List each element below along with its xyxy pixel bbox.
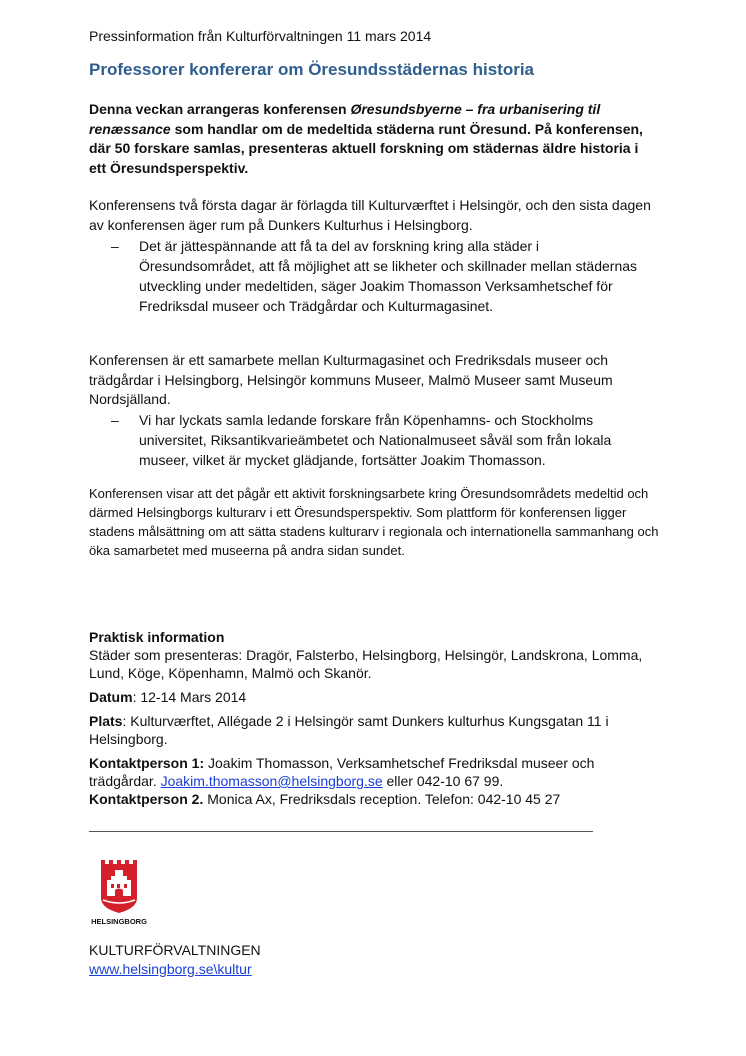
divider xyxy=(89,831,593,832)
place-value: : Kulturværftet, Allégade 2 i Helsingör samt Dunkers kulturhus Kungsgatan 11 i Helsingborg. xyxy=(89,713,609,747)
contact-2-label: Kontaktperson 2. xyxy=(89,791,204,807)
quote-text: Det är jättespännande att få ta del av forskning kring alla städer i Öresundsområdet, att få möjlighet att se likheter och skillnader mellan städernas utveckling under medeltiden, säger Joakim Thomasson Verksamhetschef för Fredriksdal museer och Trädgårdar och Kulturmagasinet. xyxy=(139,238,638,314)
practical-heading: Praktisk information xyxy=(89,629,225,645)
footer xyxy=(89,941,261,979)
contact-1-row xyxy=(89,754,659,790)
paragraph-2: Konferensen är ett samarbete mellan Kulturmagasinet och Fredriksdals museer och trädgårdar i Helsingborg, Helsingör kommuns Museer, Malmö Museer samt Museum Nordsjälland. xyxy=(89,352,613,407)
contact-2-row xyxy=(89,790,659,808)
lead-pre: Denna veckan arrangeras konferensen xyxy=(89,101,351,117)
helsingborg-crest-icon xyxy=(89,856,159,926)
footer-url-link[interactable]: www.helsingborg.se\kultur xyxy=(89,961,252,977)
contact-1-phone: eller 042-10 67 99. xyxy=(382,773,504,789)
lead-post: som handlar om de medeltida städerna runt Öresund. På konferensen, där 50 forskare samlas, presenteras aktuell forskning om städernas äldre historia i ett Öresundsperspektiv. xyxy=(89,120,643,176)
quote-2 xyxy=(111,410,651,470)
quote-dash: – xyxy=(111,238,119,254)
conference-name: Øresundsbyerne – fra urbanisering til renæssance xyxy=(89,101,601,137)
page-title: Professorer konfererar om Öresundsstädernas historia xyxy=(89,60,534,79)
contact-1-email-link[interactable]: Joakim.thomasson@helsingborg.se xyxy=(160,773,383,789)
contact-1-text: Joakim Thomasson, Verksamhetschef Fredriksdal museer och trädgårdar. xyxy=(89,755,595,789)
footer-org: KULTURFÖRVALTNINGEN xyxy=(89,942,261,958)
place-label: Plats xyxy=(89,713,123,729)
logo-text: HELSINGBORG xyxy=(91,917,147,926)
cities-list: Städer som presenteras: Dragör, Falsterbo, Helsingborg, Helsingör, Landskrona, Lomma, Lund, Köge, Köpenhamn, Malmö och Skanör. xyxy=(89,647,643,681)
quote-dash: – xyxy=(111,412,119,428)
press-header: Pressinformation från Kulturförvaltningen 11 mars 2014 xyxy=(89,28,432,44)
practical-information xyxy=(89,628,659,808)
place-row xyxy=(89,712,659,748)
contact-1-label: Kontaktperson 1: xyxy=(89,755,205,771)
quote-text: Vi har lyckats samla ledande forskare från Köpenhamns- och Stockholms universitet, Riksantikvarieämbetet och Nationalmuseet såväl som från lokala museer, vilket är mycket glädjande, fortsätter Joakim Thomasson. xyxy=(139,412,612,468)
paragraph-1: Konferensens två första dagar är förlagda till Kulturværftet i Helsingör, och den sista dagen av konferensen äger rum på Dunkers Kulturhus i Helsingborg. xyxy=(89,197,651,233)
date-row xyxy=(89,688,659,706)
date-label: Datum xyxy=(89,689,133,705)
contact-2-text: Monica Ax, Fredriksdals reception. Telefon: 042-10 45 27 xyxy=(203,791,561,807)
lead-paragraph xyxy=(89,100,654,178)
paragraph-3: Konferensen visar att det pågår ett aktivit forskningsarbete kring Öresundsområdets medeltid och därmed Helsingborgs kulturarv i ett Öresundsperspektiv. Som plattform för konferensen ligger stadens målsättning om att sätta stadens kulturarv i regionala och internationella sammanhang och öka samarbetet med museerna på andra sidan sundet. xyxy=(89,486,659,558)
quote-1 xyxy=(111,236,651,316)
date-value: : 12-14 Mars 2014 xyxy=(132,689,247,705)
